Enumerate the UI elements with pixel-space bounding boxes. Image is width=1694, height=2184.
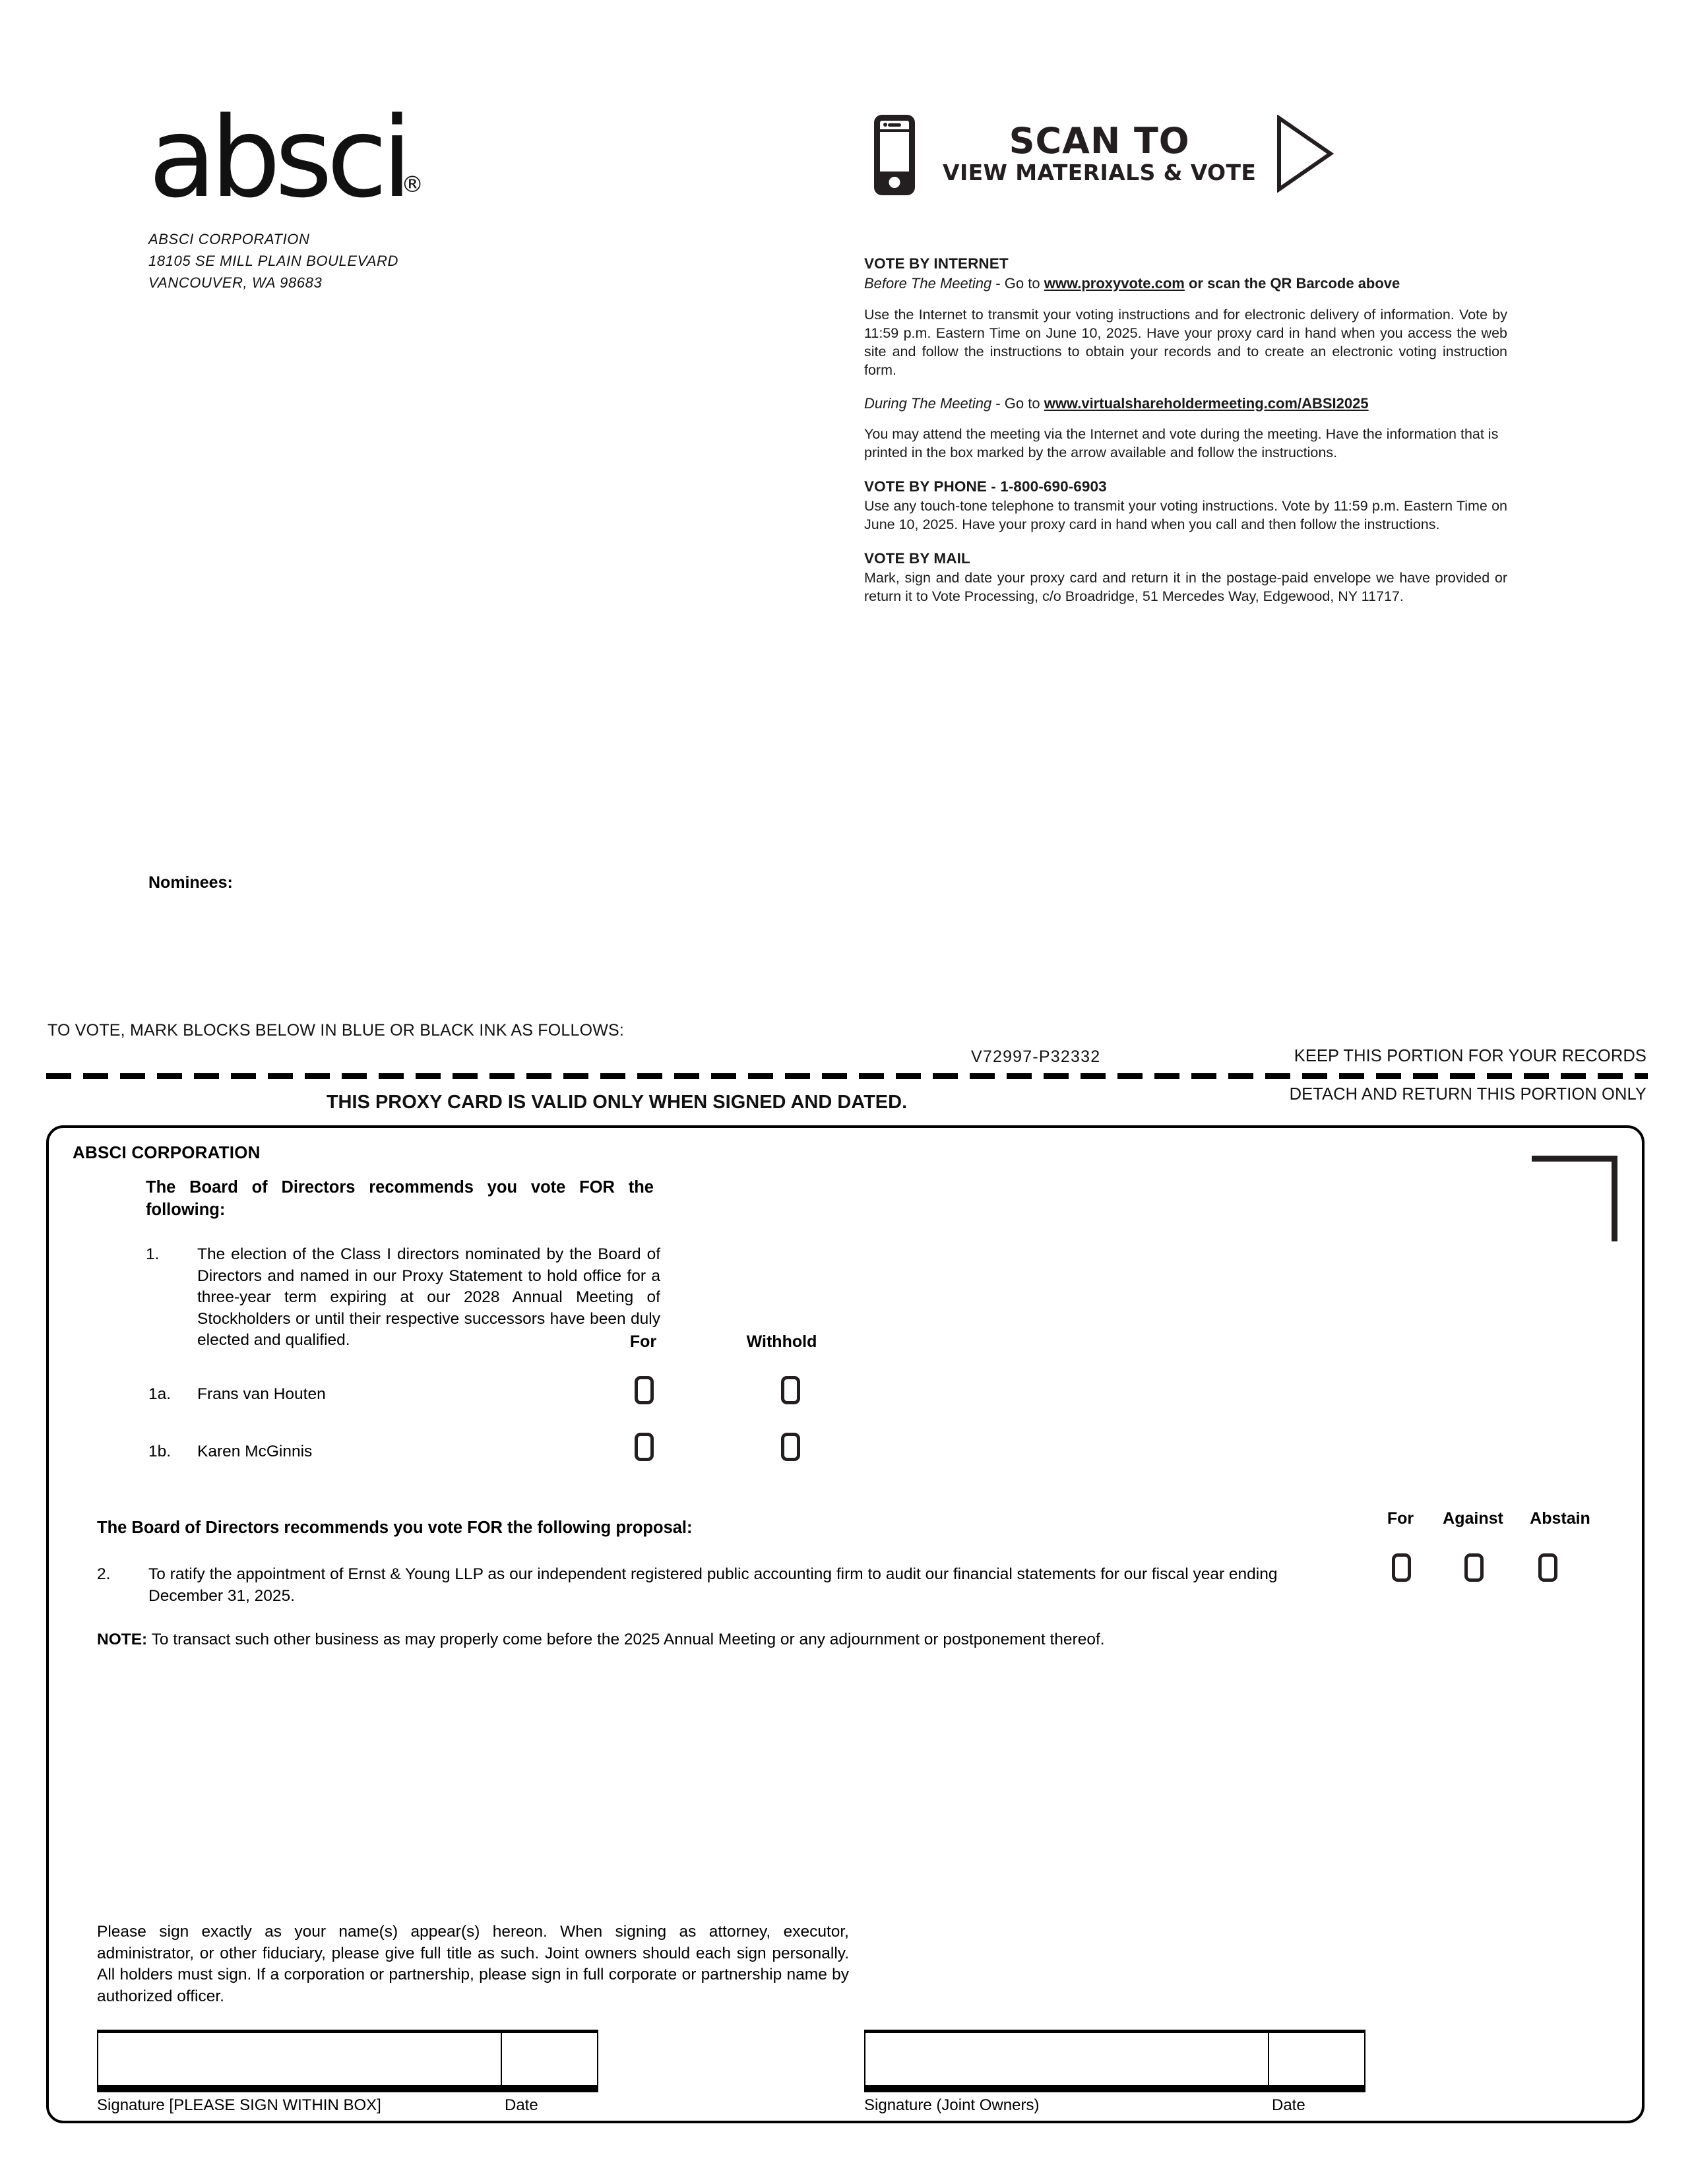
- logo-wordmark: absci: [148, 93, 407, 222]
- proxy-note: [97, 1629, 1350, 1651]
- proposal-1: [146, 1244, 660, 1352]
- signature-instructions: Please sign exactly as your name(s) appear(s) hereon. When signing as attorney, executor, administrator, or other fiduciary, please give full title as such. Joint owners should each sign personally. All holders must sign. If a corporation or partnership, please sign in full corporate or partnership name by authorized officer.: [97, 1923, 849, 2005]
- vote-by-mail-heading: VOTE BY MAIL: [864, 550, 970, 567]
- proposal-2-abstain-checkbox[interactable]: [1538, 1553, 1557, 1582]
- proposal-2-against-checkbox[interactable]: [1464, 1553, 1484, 1582]
- proxy-validity-note: THIS PROXY CARD IS VALID ONLY WHEN SIGNED AND DATED.: [326, 1092, 908, 1113]
- detach-dashed-line: [46, 1073, 1648, 1079]
- proposal-2-text: To ratify the appointment of Ernst & Young LLP as our independent registered public accounting firm to audit our financial statements for our fiscal year ending December 31, 2025.: [148, 1565, 1278, 1605]
- note-text: To transact such other business as may properly come before the 2025 Annual Meeting or any adjournment or postponement thereof.: [147, 1631, 1105, 1648]
- date-input-primary[interactable]: [501, 2033, 597, 2085]
- date-caption-joint: Date: [1272, 2096, 1305, 2114]
- triangle-play-icon: [1276, 115, 1334, 196]
- note-label: NOTE:: [97, 1631, 148, 1648]
- date-input-joint[interactable]: [1268, 2033, 1364, 2085]
- internet-during-paragraph: You may attend the meeting via the Internet and vote during the meeting. Have the information that is printed in the box marked by the arrow available and follow the instructions.: [864, 426, 1499, 461]
- signature-caption-primary: Signature [PLEASE SIGN WITHIN BOX]: [97, 2096, 381, 2114]
- proposal-col-against: Against: [1443, 1509, 1503, 1528]
- nominee-row-1a: [148, 1385, 326, 1404]
- card-corporation-name: ABSCI CORPORATION: [73, 1142, 261, 1162]
- proposal-1-text: The election of the Class I directors nominated by the Board of Directors and named in our Proxy Statement to hold office for a three-year term expiring at our 2028 Annual Meeting of Stockholders or until their respective successors have been duly elected and qualified.: [197, 1245, 660, 1350]
- proposal-2: [97, 1564, 1344, 1607]
- nominee-row-1b: [148, 1443, 312, 1461]
- before-meeting-goto: - Go to: [991, 275, 1044, 292]
- nominee-1a-label: 1a.: [148, 1385, 172, 1403]
- proxyvote-url-link[interactable]: www.proxyvote.com: [1044, 275, 1185, 292]
- vote-by-phone-heading: VOTE BY PHONE - 1-800-690-6903: [864, 478, 1107, 495]
- signature-box-primary[interactable]: [97, 2030, 598, 2092]
- signature-box-joint[interactable]: [864, 2030, 1365, 2092]
- nominee-1a-withhold-checkbox[interactable]: [781, 1376, 800, 1404]
- date-caption-primary: Date: [505, 2096, 538, 2114]
- proposal-2-number: 2.: [97, 1565, 111, 1583]
- proposal-col-for: For: [1387, 1509, 1414, 1528]
- proposal-col-abstain: Abstain: [1530, 1509, 1590, 1528]
- control-number: V72997-P32332: [971, 1047, 1101, 1066]
- signature-caption-joint: Signature (Joint Owners): [864, 2096, 1040, 2114]
- scan-to-label: SCAN TO: [1009, 120, 1190, 162]
- before-meeting-label: Before The Meeting: [864, 275, 992, 292]
- during-meeting-line: [864, 394, 1507, 414]
- voting-instructions: [864, 254, 1507, 606]
- control-number-corner-bracket: [1532, 1156, 1617, 1241]
- nominees-label: Nominees:: [148, 873, 233, 892]
- nominee-1b-name: Karen McGinnis: [197, 1443, 313, 1460]
- address-line-2: 18105 SE MILL PLAIN BOULEVARD: [148, 253, 398, 270]
- virtual-meeting-url-link[interactable]: www.virtualshareholdermeeting.com/ABSI2025: [1044, 394, 1369, 412]
- company-address: [148, 228, 584, 294]
- address-line-3: VANCOUVER, WA 98683: [148, 274, 323, 292]
- vote-by-internet-heading: VOTE BY INTERNET: [864, 255, 1009, 272]
- nominee-1a-for-checkbox[interactable]: [635, 1376, 654, 1404]
- company-logo-block: [148, 93, 584, 294]
- signature-input-joint[interactable]: [865, 2033, 1268, 2085]
- during-meeting-label: During The Meeting: [864, 394, 992, 412]
- nominee-1b-withhold-checkbox[interactable]: [781, 1433, 800, 1461]
- registered-trademark-icon: ®: [401, 172, 424, 198]
- qr-barcode-hint: or scan the QR Barcode above: [1184, 275, 1400, 292]
- phone-paragraph: Use any touch-tone telephone to transmit your voting instructions. Vote by 11:59 p.m. Eastern Time on June 10, 2025. Have your proxy card in hand when you call and then follow the instructions.: [864, 498, 1507, 533]
- mail-paragraph: Mark, sign and date your proxy card and return it in the postage-paid envelope we have provided or return it to Vote Processing, c/o Broadridge, 51 Mercedes Way, Edgewood, NY 11717.: [864, 570, 1507, 605]
- before-meeting-line: [864, 274, 1507, 294]
- absci-logo: [148, 93, 584, 222]
- mark-blocks-note: TO VOTE, MARK BLOCKS BELOW IN BLUE OR BLACK INK AS FOLLOWS:: [47, 1021, 625, 1040]
- nominee-col-withhold: Withhold: [746, 1332, 817, 1351]
- proposal-1-number: 1.: [146, 1245, 160, 1263]
- address-line-1: ABSCI CORPORATION: [148, 230, 310, 247]
- nominee-1a-name: Frans van Houten: [197, 1385, 326, 1403]
- internet-before-paragraph: Use the Internet to transmit your voting instructions and for electronic delivery of information. Vote by 11:59 p.m. Eastern Time on June 10, 2025. Have your proxy card in hand when you access the web site and follow the instructions to obtain your records and to create an electronic voting instruction form.: [864, 306, 1507, 378]
- board-recommendation-heading-1: The Board of Directors recommends you vote FOR the following:: [146, 1178, 654, 1219]
- during-meeting-goto: - Go to: [991, 394, 1044, 412]
- nominee-1b-label: 1b.: [148, 1443, 172, 1460]
- detach-portion-note: DETACH AND RETURN THIS PORTION ONLY: [1289, 1085, 1647, 1104]
- board-recommendation-heading-2: The Board of Directors recommends you vote FOR the following proposal:: [97, 1518, 693, 1537]
- scan-to-vote-banner: [874, 102, 1336, 208]
- proposal-2-for-checkbox[interactable]: [1392, 1553, 1411, 1582]
- signature-input-primary[interactable]: [98, 2033, 501, 2085]
- keep-portion-note: KEEP THIS PORTION FOR YOUR RECORDS: [1294, 1047, 1647, 1065]
- nominee-1b-for-checkbox[interactable]: [635, 1433, 654, 1461]
- mobile-phone-icon: [874, 115, 915, 195]
- nominee-col-for: For: [629, 1332, 657, 1351]
- scan-banner-text: [943, 120, 1257, 186]
- view-materials-vote-label: VIEW MATERIALS & VOTE: [943, 160, 1257, 186]
